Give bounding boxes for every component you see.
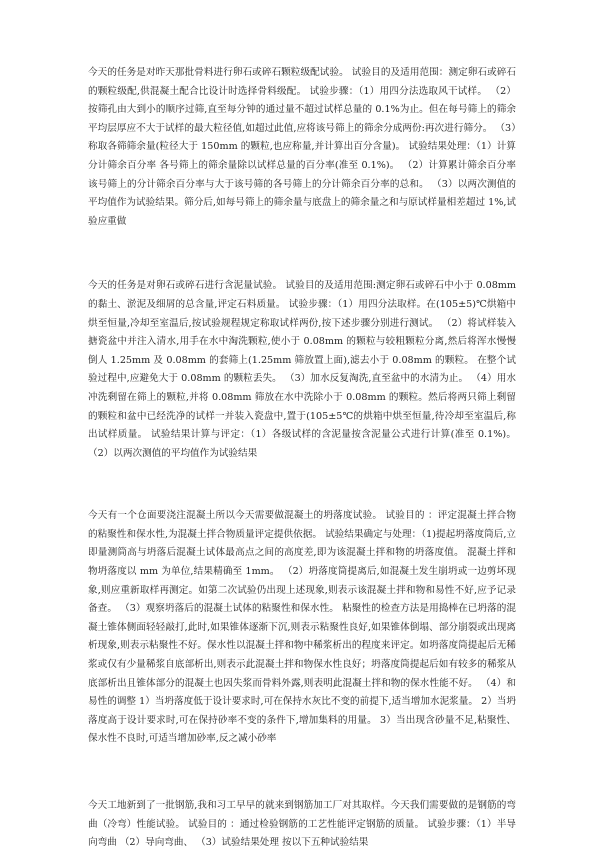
paragraph-rebar-bend-test: 今天工地新到了一批钢筋,我和习工早早的就来到钢筋加工厂对其取样。今天我们需要做的是钢筋的弯曲（冷弯）性能试验。 试验目的 ：通过检验钢筋的工艺性能评定钢筋的质量。 试验步骤：（1）半导向弯曲 （2）导向弯曲、 （3）试验结果处理 按以下五种试验结果 [88, 800, 516, 849]
document-page [88, 64, 516, 853]
paragraph-gap [88, 231, 516, 277]
paragraph-mud-content-test: 今天的任务是对卵石或碎石进行含泥量试验。 试验目的及适用范围:测定卵石或碎石中小于 0.08mm 的黏土、淤泥及细屑的总含量,评定石料质量。 试验步骤：（1）用四分法取样。在(105±5)℃烘箱中烘至恒量,冷却至室温后,按试验规程规定称取试样两份,按下述步骤分别进行测试。 （2）将试样装入搪瓷盆中并注入清水,用手在水中淘洗颗粒,使小于 0.08mm 的颗粒与较粗颗粒分离,然后将浑水慢慢倒人 1.25mm 及 0.08mm 的套筛上(1.25mm 筛放置上面),滤去小于 0.08mm 的颗粒。 在整个试验过程中,应避免大于 0.08mm 的颗粒丢失。 （3）加水反复淘洗,直至盆中的水清为止。 （4）用水冲洗剩留在筛上的颗粒,并将 0.08mm 筛放在水中洗除小于 0.08mm 的颗粒。然后将两只筛上剩留的颗粒和盆中已经洗净的试样一并装入瓷盘中,置于(105±5℃的烘箱中烘至恒量,待冷却至室温后,称出试样质量。 试验结果计算与评定：（1）各级试样的含泥量按含泥量公式进行计算(准至 0.1%)。（2）以两次测值的平均值作为试验结果 [88, 280, 516, 459]
paragraph-gradation-test: 今天的任务是对昨天那批骨料进行卵石或碎石颗粒级配试验。 试验目的及适用范围：测定卵石或碎石的颗粒级配,供混凝土配合比设计时选择骨料级配。 试验步骤：（1）用四分法选取风干试样。 （2）按筛孔由大到小的顺序过筛,直至每分钟的通过量不超过试样总量的 0.1%为止。但在每号筛上的筛余平均层厚应不大于试样的最大粒径值,如超过此值,应将该号筛上的筛余分成两份:再次进行筛分。 （3）称取各筛筛余量(粒径大于 150mm 的颗粒,也应称量,并计算出百分含量)。 试验结果处理：（1）计算分计筛余百分率 各号筛上的筛余量除以试样总量的百分率(准至 0.1%)。 （2）计算累计筛余百分率 该号筛上的分计筛余百分率与大于该号筛的各号筛上的分计筛余百分率的总和。 （3）以两次测值的平均值作为试验结果。筛分后,如每号筛上的筛余量与底盘上的筛余量之和与原试样量相差超过 1%,试验应重做 [88, 67, 516, 227]
paragraph-gap [88, 749, 516, 797]
paragraph-slump-test: 今天有一个仓面要浇注混凝土所以今天需要做混凝土的坍落度试验。 试验目的 ：评定混凝土拌合物的粘聚性和保水性,为混凝土拌合物质量评定提供依据。 试验结果确定与处理：（1)提起坍落度筒后,立即量测筒高与坍落后混凝土试体最高点之间的高度差,即为该混凝土拌和物的坍落度值。 混凝土拌和物坍落度以 mm 为单位,结果精确至 1mm。 （2）坍落度筒提离后,如混凝土发生崩坍或一边剪坏现象,则应重新取样再测定。如第二次试验仍出现上述现象,则表示该混凝土拌和物和易性不好,应予记录备查。 （3）观察坍落后的混凝土试体的粘聚性和保水性。 粘聚性的检查方法是用捣棒在已坍落的混凝土锥体侧面轻轻敲打,此时,如果锥体逐渐下沉,则表示粘聚性良好,如果锥体倒塌、部分崩裂或出现离析现象,则表示粘聚性不好。保水性以混凝土拌和物中稀浆析出的程度来评定。如坍落度筒提起后无稀浆或仅有少量稀浆自底部析出,则表示此混凝土拌和物保水性良好；坍落度筒提起后如有较多的稀浆从底部析出且锥体部分的混凝土也因失浆而骨料外露,则表明此混凝土拌和物的保水性能不好。 （4）和易性的调整 1）当坍落度低于设计要求时,可在保持水灰比不变的前提下,适当增加水泥浆量。 2）当坍落度高于设计要求时,可在保持砂率不变的条件下,增加集料的用量。 3）当出现含砂量不足,粘聚性、保水性不良时,可适当增加砂率,反之减小砂率 [88, 510, 516, 745]
paragraph-gap [88, 463, 516, 507]
